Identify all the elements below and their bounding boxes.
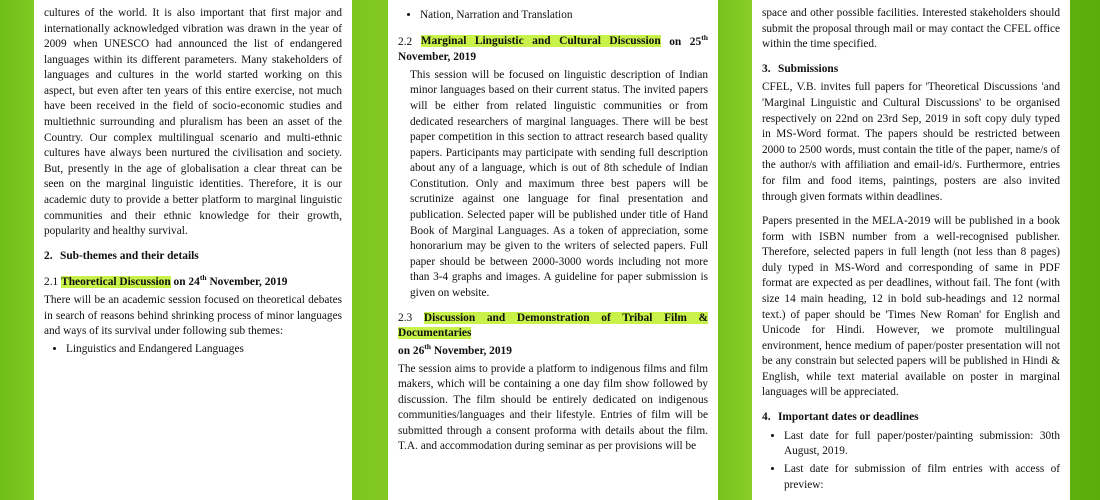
section-number: 3. [762, 62, 771, 75]
paragraph: Papers presented in the MELA-2019 will be published in a book form with ISBN number from a well-recognised publisher. Therefore, selected papers in full length (not less than 8 pages) duly typed in MS-Word and corresponding of same in PDF format are expected as per deadlines, without fail. The font (with size 14 main heading, 12 in bold sub-headings and 12 normal text.) of paper should be 'Times New Roman' for English and Unicode for Hindi. However, we promote multilingual environment, hence medium of paper/poster presentation will not be any constrain but selected papers will be published in Hindi & English, while text material available on poster in marginal languages will be appreciated. [762, 215, 1060, 399]
section-title: Important dates or deadlines [778, 411, 919, 424]
column-middle [388, 0, 718, 500]
list-item: • Nation, Narration and Translation [420, 8, 708, 24]
subsection-title-highlighted: Discussion and Demonstration of Tribal Film & Documentaries [398, 311, 708, 340]
section-title: Submissions [778, 62, 839, 75]
subsection-title-highlighted: Theoretical Discussion [61, 276, 171, 289]
subsection-number: 2.1 [44, 276, 59, 289]
section-number: 2. [44, 249, 53, 262]
column-left [34, 0, 352, 500]
subsection-date-tail: November, 2019 [206, 276, 288, 289]
section-number: 4. [762, 411, 771, 424]
section-heading-submissions [762, 62, 1060, 78]
subsection-number: 2.3 [398, 311, 413, 324]
paragraph: This session will be focused on linguistic description of Indian minor languages based on their current status. The invited papers will be either from related linguistic communities or from dedicated researchers of marginal languages. There will be best paper competition in this section to attract research based quality papers. Participants may participate with sending full description about any of a language, which is out of 8th schedule of Indian Constitution. Only and maximum three best papers will be scrutinize against one language for final presentation and publication. Selected paper will be published under title of Hand Book of Marginal Languages. As a token of appreciation, some honorarium may be given to the writers of selected papers. Full paper should be between 2000-3000 words including not more than 3-4 graphs and images. A guideline for paper submission is given on website. [410, 68, 708, 299]
list-item: • Last date for full paper/poster/painting submission: 30th August, 2019. [784, 429, 1060, 460]
subsection-date-tail: November, 2019 [431, 344, 512, 357]
subsection-date-prefix: on 25 [660, 35, 702, 48]
paragraph: cultures of the world. It is also important that first major and internationally acknowledged vibration was drawn in the year of 2009 when UNESCO had announced the list of endangered languages within its different parameters. Many stakeholders of languages and cultures in the world started working on this aspect, but even after ten years of this entire exercise, not much have been received in the field of socio-economic studies and multiethnic surrounding and pluralism has been an asset of the Country. Our complex multilingual scenario and multi-ethnic cultures have always been nurtured the civilisation and society. But, presently in the age of globalisation a clear threat can be seen on the marginal linguistic identities. Therefore, it is our academic duty to provide a better platform to marginal linguistic communities and their ethnic knowledge for their growth, popularity and healthy survival. [44, 7, 342, 238]
subsection-heading-tribal-film [398, 311, 708, 360]
subsection-title-highlighted: Marginal Linguistic and Cultural Discussion [420, 35, 661, 48]
subsection-number: 2.2 [398, 35, 413, 48]
section-heading-important-dates [762, 410, 1060, 426]
list-sub-themes-continued [398, 8, 708, 24]
list-item: • Last date for submission of film entries with access of preview: [784, 462, 1060, 493]
paragraph: The session aims to provide a platform to indigenous films and film makers, which will be containing a one day film show followed by discussion. The film should be entirely dedicated on indigenous communities/languages and their lifestyle. Entries of film will be submitted through a consent proforma with details about the film. T.A. and accommodation during seminar as per provisions will be [398, 362, 708, 453]
list-important-dates [762, 429, 1060, 493]
paragraph: CFEL, V.B. invites full papers for 'Theoretical Discussions 'and 'Marginal Linguistic and Cultural Discussions' to be organised respectively on 22nd on 23rd Sep, 2019 in soft copy duly typed in MS-Word format. The papers should be restricted between 2000 to 2500 words, must contain the title of the paper, name/s of the author/s with affiliation and email-id/s. Furthermore, entries for film and food items, paintings, posters are also invited through given formats within deadlines. [762, 81, 1060, 203]
subsection-heading-theoretical-discussion [44, 273, 342, 291]
list-sub-themes [44, 342, 342, 358]
column-right [752, 0, 1070, 500]
paragraph: space and other possible facilities. Interested stakeholders should submit the proposal through mail or may contact the CFEL office within the time specified. [762, 7, 1060, 51]
list-item: • Linguistics and Endangered Languages [66, 342, 342, 358]
section-title: Sub-themes and their details [60, 249, 199, 262]
subsection-date-sup: th [424, 341, 432, 351]
paragraph: There will be an academic session focused on theoretical debates in search of reasons behind shrinking process of minor languages and ways of its survival under following sub themes: [44, 293, 342, 338]
subsection-date-tail: November, 2019 [398, 51, 477, 64]
subsection-date-prefix: on 24 [170, 276, 200, 289]
subsection-date-sup: th [199, 273, 207, 283]
section-heading-sub-themes [44, 249, 342, 265]
subsection-heading-marginal-linguistic [398, 33, 708, 66]
subsection-date-sup: th [701, 32, 708, 42]
subsection-date-prefix: on 26 [398, 344, 425, 357]
